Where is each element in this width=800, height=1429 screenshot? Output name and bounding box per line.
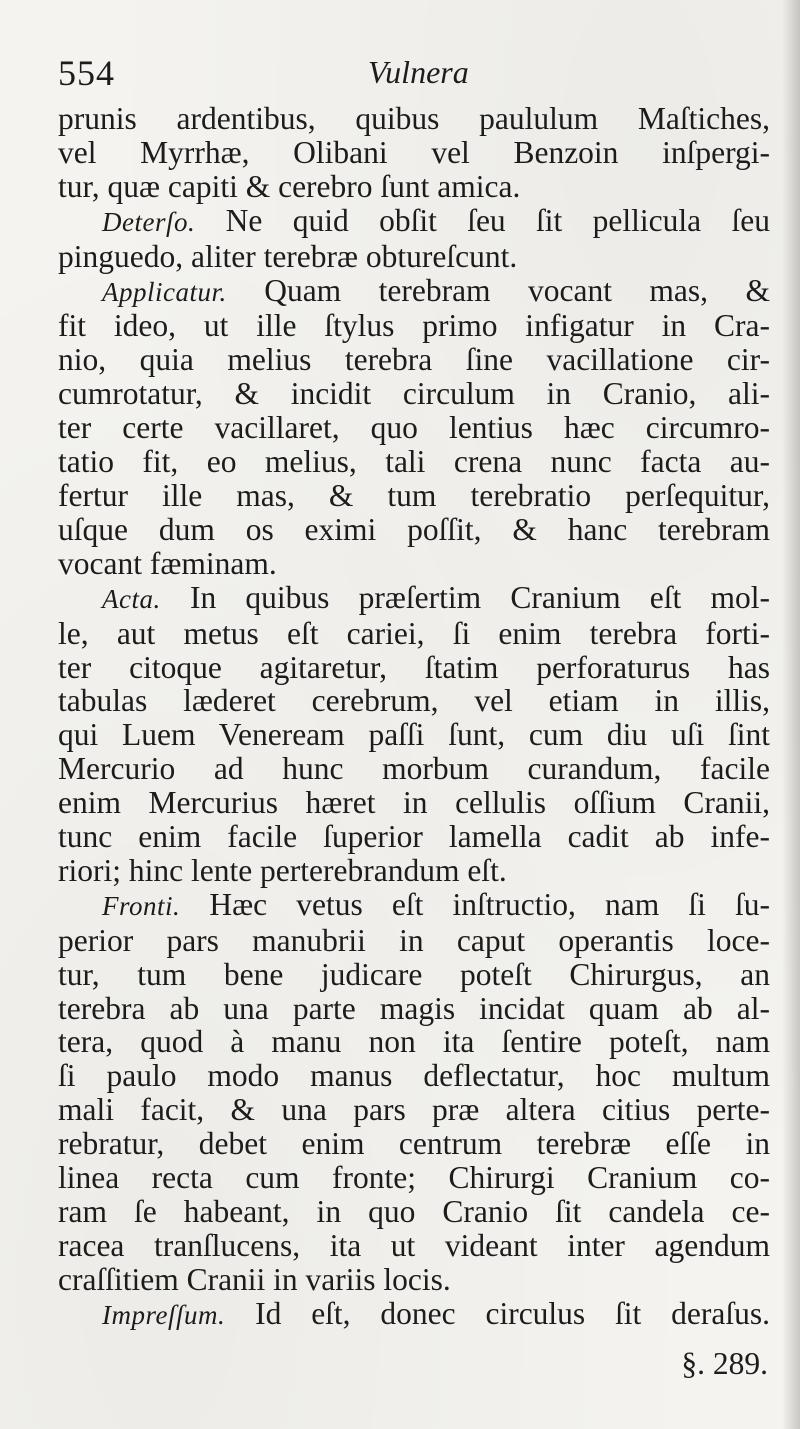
- line-text: tur, tum bene judicare poteſt Chirurgus, an: [58, 956, 770, 992]
- page-header: [58, 52, 770, 102]
- text-line: [58, 1093, 770, 1127]
- line-text: fit ideo, ut ille ſtylus primo infigatur in Cra-: [58, 308, 770, 344]
- text-line: [58, 752, 770, 786]
- line-text: cumrotatur, & incidit circulum in Cranio, ali-: [58, 376, 770, 412]
- lemma: Impreſſum.: [102, 1299, 226, 1330]
- line-text: ter certe vacillaret, quo lentius hæc circumro-: [58, 410, 770, 446]
- line-text: tera, quod à manu non ita ſentire poteſt, nam: [58, 1024, 770, 1060]
- running-head: Vulnera: [368, 54, 469, 90]
- line-text: Ne quid obſit ſeu ſit pellicula ſeu: [195, 202, 770, 238]
- line-text: craſſitiem Cranii in variis locis.: [58, 1261, 451, 1297]
- text-line: [58, 1263, 770, 1297]
- text-line: [58, 274, 770, 310]
- text-line: [58, 581, 770, 617]
- line-text: tunc enim facile ſuperior lamella cadit ab infe-: [58, 819, 770, 855]
- catchword: §. 289.: [681, 1346, 768, 1381]
- text-line: [58, 479, 770, 513]
- text-line: [58, 820, 770, 854]
- line-text: ter citoque agitaretur, ſtatim perforaturus has: [58, 649, 770, 685]
- lemma: Applicatur.: [102, 276, 227, 307]
- text-line: [58, 343, 770, 377]
- lemma: Deterſo.: [102, 206, 196, 237]
- text-line: [58, 204, 770, 240]
- line-text: perior pars manubrii in caput operantis loce-: [58, 922, 770, 958]
- line-text: ram ſe habeant, in quo Cranio ſit candela ce-: [58, 1194, 770, 1229]
- text-line: [58, 617, 770, 651]
- line-text: Mercurio ad hunc morbum curandum, facile: [58, 751, 770, 787]
- text-line: [58, 651, 770, 685]
- lemma: Fronti.: [102, 890, 181, 921]
- line-text: rebratur, debet enim centrum terebræ eſſe in: [58, 1126, 770, 1162]
- text-line: [58, 1059, 770, 1093]
- body-text: [58, 102, 770, 1333]
- text-line: [58, 958, 770, 992]
- line-text: Id eſt, donec circulus ſit deraſus.: [225, 1295, 770, 1331]
- line-text: linea recta cum fronte; Chirurgi Cranium co-: [58, 1160, 770, 1196]
- line-text: tatio fit, eo melius, tali crena nunc facta au-: [58, 444, 770, 480]
- line-text: le, aut metus eſt cariei, ſi enim terebra forti-: [58, 615, 770, 651]
- text-line: [58, 1025, 770, 1059]
- text-line: [58, 170, 770, 204]
- line-text: tur, quæ capiti & cerebro ſunt amica.: [58, 168, 521, 204]
- line-text: tabulas læderet cerebrum, vel etiam in illis,: [58, 683, 770, 719]
- page-number: 554: [58, 53, 115, 93]
- line-text: prunis ardentibus, quibus paululum Maſtiches,: [58, 101, 770, 136]
- text-line: [58, 1297, 770, 1333]
- line-text: In quibus præſertim Cranium eſt mol-: [160, 579, 770, 615]
- text-line: [58, 888, 770, 924]
- lemma: Acta.: [102, 583, 161, 614]
- line-text: fertur ille mas, & tum terebratio perſequitur,: [58, 477, 770, 513]
- text-line: [58, 445, 770, 479]
- paragraph: [58, 274, 770, 581]
- text-line: [58, 718, 770, 752]
- line-text: vel Myrrhæ, Olibani vel Benzoin inſpergi-: [58, 134, 770, 170]
- text-line: [58, 1127, 770, 1161]
- paragraph: [58, 581, 770, 888]
- paragraph: [58, 1297, 770, 1333]
- line-text: Quam terebram vocant mas, &: [226, 272, 770, 308]
- text-line: [58, 411, 770, 445]
- line-text: riori; hinc lente perterebrandum eſt.: [58, 852, 507, 888]
- line-text: nio, quia melius terebra ſine vacillatione cir-: [58, 342, 770, 378]
- line-text: racea tranſlucens, ita ut videant inter agendum: [58, 1227, 770, 1263]
- text-line: [58, 309, 770, 343]
- text-line: [58, 854, 770, 888]
- text-line: [58, 1195, 770, 1229]
- text-line: [58, 136, 770, 170]
- line-text: terebra ab una parte magis incidat quam ab al-: [58, 990, 770, 1026]
- page-edge-shadow: [782, 0, 800, 1429]
- text-line: [58, 240, 770, 274]
- line-text: vocant fæminam.: [58, 545, 277, 581]
- text-line: [58, 513, 770, 547]
- text-line: [58, 684, 770, 718]
- text-line: [58, 547, 770, 581]
- text-line: [58, 102, 770, 136]
- text-line: [58, 1229, 770, 1263]
- paragraph: [58, 204, 770, 274]
- line-text: qui Luem Veneream paſſi ſunt, cum diu uſi ſint: [58, 717, 770, 753]
- text-line: [58, 924, 770, 958]
- line-text: enim Mercurius hæret in cellulis oſſium Cranii,: [58, 785, 770, 821]
- text-line: [58, 1161, 770, 1195]
- line-text: ſi paulo modo manus deflectatur, hoc multum: [58, 1058, 770, 1094]
- line-text: pinguedo, aliter terebræ obtureſcunt.: [58, 238, 518, 274]
- paragraph: [58, 888, 770, 1297]
- text-line: [58, 377, 770, 411]
- line-text: uſque dum os eximi poſſit, & hanc terebram: [58, 511, 770, 547]
- text-line: [58, 786, 770, 820]
- line-text: mali facit, & una pars præ altera citius perte-: [58, 1092, 770, 1128]
- line-text: Hæc vetus eſt inſtructio, nam ſi ſu-: [180, 886, 770, 922]
- paragraph: [58, 102, 770, 204]
- text-line: [58, 992, 770, 1026]
